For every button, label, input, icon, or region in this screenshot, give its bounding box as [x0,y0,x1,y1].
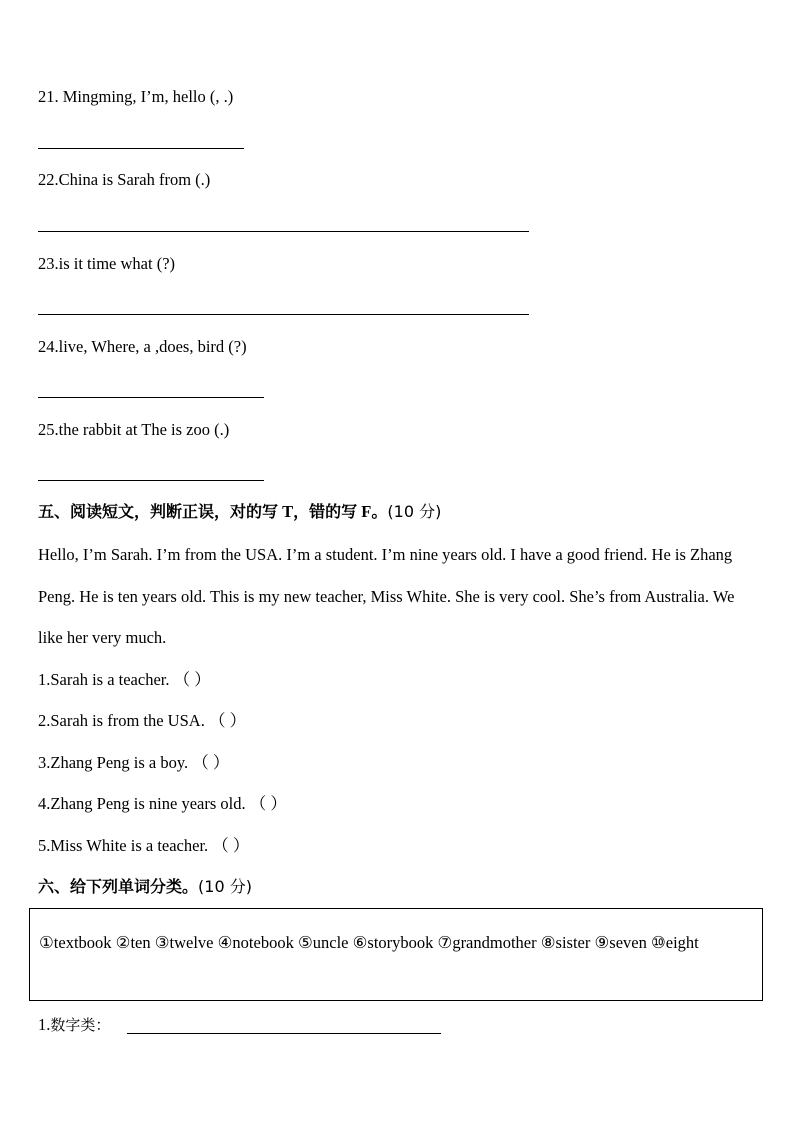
reading-passage: Hello, I’m Sarah. I’m from the USA. I’m a student. I’m nine years old. I have a good friend. He is Zhang Peng. He is ten years old. This is my new teacher, Miss White. She is very cool. She’s from Australia. We like her very much. [38,545,735,647]
answer-parentheses[interactable]: （ ） [249,794,287,813]
section5-heading-cn3: 。 [371,502,388,521]
question-24: 24.live, Where, a ,does, bird (?) [38,337,247,356]
question-22: 22.China is Sarah from (.) [38,170,211,189]
category-1-prefix: 1. [38,1015,51,1034]
answer-line-category-1[interactable] [127,1033,441,1034]
answer-line-24[interactable] [38,397,264,398]
tf-item-text: 1.Sarah is a teacher. [38,670,170,689]
answer-parentheses[interactable]: （ ） [212,836,250,855]
answer-line-23[interactable] [38,314,529,315]
section6-score: (10 分) [198,877,252,896]
tf-item-text: 3.Zhang Peng is a boy. [38,753,189,772]
tf-item-2 [38,711,246,731]
question-25: 25.the rabbit at The is zoo (.) [38,420,230,439]
section5-heading-cn1: 五、阅读短文，判断正误，对的写 [38,502,279,521]
answer-line-25[interactable] [38,480,264,481]
question-23: 23.is it time what (?) [38,254,176,273]
tf-item-text: 4.Zhang Peng is nine years old. [38,794,246,813]
category-1-label: 数字类： [50,1016,111,1034]
answer-parentheses[interactable]: （ ） [208,711,247,730]
tf-item-1 [38,670,211,690]
category-1 [38,1015,110,1035]
word-box [29,908,763,1001]
section5-heading-cn2: ，错的写 [293,502,358,521]
section5-heading-f: F [357,502,372,521]
tf-item-5 [38,836,249,856]
section5-score: (10 分) [387,502,442,521]
section5-heading-t: T [278,502,294,521]
tf-item-4 [38,794,287,814]
section6-heading [38,877,252,897]
tf-item-text: 2.Sarah is from the USA. [38,711,205,730]
section6-heading-cn: 六、给下列单词分类。 [38,877,199,896]
answer-parentheses[interactable]: （ ） [173,670,211,689]
answer-parentheses[interactable]: （ ） [192,753,230,772]
question-21: 21. Mingming, I’m, hello (, .) [38,87,234,106]
answer-line-21[interactable] [38,148,244,149]
answer-line-22[interactable] [38,231,529,232]
tf-item-3 [38,753,229,773]
section5-heading [38,502,441,522]
tf-item-text: 5.Miss White is a teacher. [38,836,209,855]
word-list: ①textbook ②ten ③twelve ④notebook ⑤uncle ⑥storybook ⑦grandmother ⑧sister ⑨seven ⑩eight [39,933,699,952]
